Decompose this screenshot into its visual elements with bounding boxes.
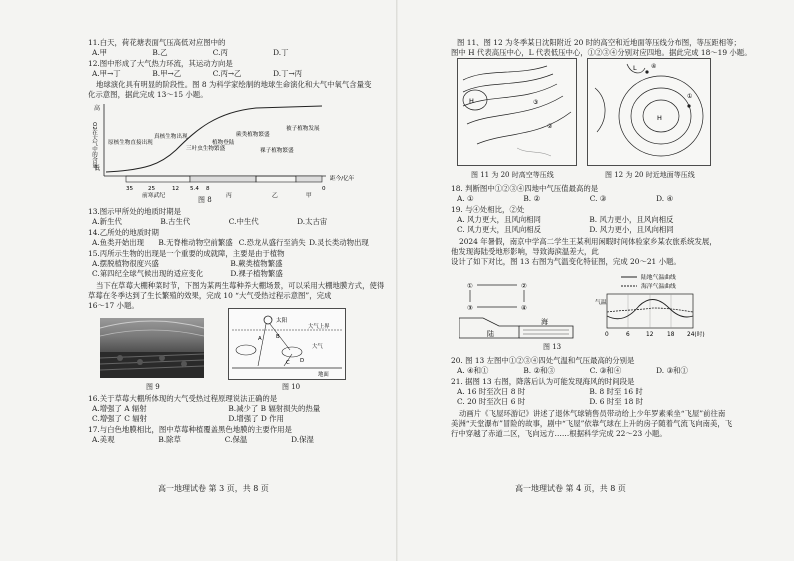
fig12-label-4: ④ <box>651 63 657 70</box>
intro-22-23-range: 行中穿越了赤道二区，飞向远方……根据科学完成 22～23 小题。 <box>451 429 667 438</box>
q18-options <box>457 194 696 203</box>
fig12-label-l: L <box>633 64 637 72</box>
q16-option-a[interactable]: A.增强了 A 辐射 <box>92 404 147 413</box>
fig13-label-2: ② <box>521 282 527 290</box>
q21-option-c[interactable]: C. 20 时至次日 6 时 <box>457 397 526 406</box>
fig8-tick-1: 35 <box>126 186 134 192</box>
q20-option-a[interactable]: A. ④和① <box>457 366 489 375</box>
figure-13-left-diagram <box>459 272 579 340</box>
q13-option-d[interactable]: D.太古宙 <box>297 217 328 226</box>
fig10-label-b: B <box>276 334 280 340</box>
q21-options-2 <box>457 397 643 406</box>
q21-option-d[interactable]: D. 6 时至 18 时 <box>589 397 644 406</box>
q21-option-b[interactable]: B. 8 时至 16 时 <box>589 387 643 396</box>
intro-18-19: 图 11、图 12 为冬季某日沈阳附近 20 时的高空和近地面等压线分布图，等压距相等； <box>457 38 741 47</box>
q11-stem: 11.白天，荷花塘表面气压高低对应图中的 <box>88 38 226 47</box>
q17-options <box>92 435 331 444</box>
q17-option-c[interactable]: C.保温 <box>224 435 248 444</box>
q13-option-c[interactable]: C.中生代 <box>228 217 259 226</box>
fig11-label-3: ③ <box>533 99 539 106</box>
q13-option-b[interactable]: B.古生代 <box>160 217 191 226</box>
fig10-label-sun: 太阳 <box>276 318 288 324</box>
fig13-label-sea: 海 <box>541 318 548 326</box>
q16-option-c[interactable]: C.增强了 C 辐射 <box>92 414 148 423</box>
q12-option-d[interactable]: D.丁→丙 <box>273 69 303 78</box>
q20-option-b[interactable]: B. ②和③ <box>523 366 555 375</box>
fig12-label-1: ① <box>687 93 693 100</box>
q14-option-d[interactable]: D.灵长类动物出现 <box>309 238 369 247</box>
fig8-x-unit: 距今/亿年 <box>330 176 355 182</box>
fig11-caption: 图 11 为 20 时高空等压线 <box>471 171 554 179</box>
right-page-footer: 高一地理试卷 第 4 页，共 8 页 <box>515 484 626 493</box>
q16-options-2 <box>92 414 284 423</box>
q12-options <box>92 69 313 78</box>
svg-text:低: 低 <box>94 165 101 172</box>
fig10-caption: 图 10 <box>282 383 301 391</box>
q11-option-c[interactable]: C.丙 <box>212 48 228 57</box>
right-exam-page <box>397 0 794 561</box>
fig8-era-3: 乙 <box>272 193 278 198</box>
intro-13-15: 地球演化具有明显的阶段性。图 8 为科学家绘制的地球生命演化和大气中氧气含量变 <box>96 80 372 89</box>
q11-option-b[interactable]: B.乙 <box>152 48 168 57</box>
q14-stem: 14.乙所处的地质时期 <box>88 228 159 237</box>
q17-stem: 17.与白色地膜相比，图中草莓种植覆盖黑色地膜的主要作用是 <box>88 425 292 434</box>
q20-option-d[interactable]: D. ③和① <box>656 366 688 375</box>
fig13-ylabel: 气温 <box>595 300 607 306</box>
intro-22-23-cont: 美洲“天堂瀑布”冒险的故事，剧中“飞屋”依靠气球在上升的房子随着气流飞向南美，飞 <box>451 419 733 428</box>
q19-option-b[interactable]: B. 风力更小，且风向相反 <box>589 215 674 224</box>
fig11-label-2: ② <box>547 123 553 130</box>
q18-option-c[interactable]: C. ③ <box>589 194 607 203</box>
fig13-caption: 图 13 <box>543 343 562 351</box>
q16-options-1 <box>92 404 320 413</box>
figure-8-chart <box>86 100 356 198</box>
fig13-label-3: ③ <box>467 304 473 312</box>
intro-20-21: 2024 年暑假，南京中学高二学生王某利用闲暇时间体验家乡某农旅系统发展， <box>459 237 717 246</box>
intro-16-17-range: 16～17 小题。 <box>88 301 139 310</box>
q20-option-c[interactable]: C. ③和④ <box>589 366 622 375</box>
q19-options-1 <box>457 215 673 224</box>
left-page-footer: 高一地理试卷 第 3 页，共 8 页 <box>158 484 269 493</box>
q19-stem: 19. 与④处相比，②处 <box>451 205 525 214</box>
fig10-label-c: C <box>286 360 290 366</box>
fig8-tick-5: 8 <box>206 186 210 192</box>
q15-options-2 <box>92 269 283 278</box>
fig8-stage-2: 真核生物出现 <box>154 134 188 140</box>
fig13-legend-land: 陆地气温曲线 <box>641 275 676 281</box>
q12-option-c[interactable]: C.丙→乙 <box>212 69 242 78</box>
q11-options <box>92 48 313 57</box>
fig8-y-axis-label: 高 <box>94 105 101 112</box>
q17-option-a[interactable]: A.美观 <box>92 435 115 444</box>
q16-option-d[interactable]: D.增强了 D 作用 <box>228 414 284 423</box>
fig8-caption: 图 8 <box>198 196 212 204</box>
fig8-stage-4: 植物登陆 <box>212 140 235 146</box>
fig9-greenhouse-photo <box>100 318 204 378</box>
q21-option-a[interactable]: A. 16 时至次日 8 时 <box>457 387 526 396</box>
fig13-legend-sea: 海洋气温曲线 <box>641 284 676 290</box>
fig8-stage-7: 被子植物发展 <box>286 126 320 132</box>
fig10-label-air: 大气 <box>312 344 323 350</box>
q21-stem: 21. 据图 13 右图，降落后认为可能发现海风的时间段是 <box>451 377 635 386</box>
q21-options-1 <box>457 387 643 396</box>
q19-option-c[interactable]: C. 风力更大，且风向相反 <box>457 225 541 234</box>
q15-option-b[interactable]: B.蕨类植物繁盛 <box>230 259 283 268</box>
q15-stem: 15.丙所示生物的出现是一个重要的成就障，主要是由于植物 <box>88 249 285 258</box>
q12-option-b[interactable]: B.甲→乙 <box>152 69 182 78</box>
q13-options <box>92 217 347 226</box>
fig8-stage-3: 三叶虫生物繁盛 <box>186 146 226 152</box>
figure-12-map <box>587 58 711 166</box>
q20-options <box>457 366 696 375</box>
q15-options-1 <box>92 259 282 268</box>
fig9-caption: 图 9 <box>146 383 160 391</box>
fig13-label-4: ④ <box>521 304 527 312</box>
intro-20-21-cont: 他发现海陆受地形影响，导致海滨温差大，此 <box>451 247 599 256</box>
fig8-tick-3: 12 <box>172 186 180 192</box>
q14-options <box>92 238 369 247</box>
fig13-xtick-0: 0 <box>605 332 609 338</box>
q17-option-b[interactable]: B.除草 <box>158 435 181 444</box>
q19-options-2 <box>457 225 674 234</box>
fig13-label-1: ① <box>467 282 473 290</box>
q13-stem: 13.图示甲所处的地质时期是 <box>88 207 182 216</box>
q14-option-c[interactable]: C.恐龙从盛行至消失 <box>238 238 306 247</box>
fig8-tick-4: 5.4 <box>190 186 199 192</box>
fig8-stage-6: 裸子植物繁盛 <box>260 148 294 154</box>
svg-text:O2在大气中的含量: O2在大气中的含量 <box>91 122 97 169</box>
fig10-label-a: A <box>258 336 262 342</box>
fig13-xtick-12: 12 <box>646 332 654 338</box>
q18-option-a[interactable]: A. ① <box>457 194 474 203</box>
q12-stem: 12.图中形成了大气热力环流，其运动方向是 <box>88 59 233 68</box>
q18-option-b[interactable]: B. ② <box>523 194 541 203</box>
fig8-tick-2: 25 <box>148 186 156 192</box>
figure-13-right-chart <box>593 272 717 344</box>
q14-option-a[interactable]: A.鱼类开始出现 <box>92 238 145 247</box>
fig12-label-h: H <box>657 114 662 122</box>
q20-stem: 20. 图 13 左图中①②③④四处气温和气压最高的分别是 <box>451 356 635 365</box>
fig12-caption: 图 12 为 20 时近地面等压线 <box>605 171 695 179</box>
q19-option-d[interactable]: D. 风力更小，且风向相同 <box>589 225 674 234</box>
q14-option-b[interactable]: B.无脊椎动物空前繁盛 <box>158 238 233 247</box>
fig13-xtick-6: 6 <box>626 332 630 338</box>
fig8-stage-5: 蕨类植物繁盛 <box>236 132 270 138</box>
q11-option-a[interactable]: A.甲 <box>92 48 108 57</box>
q15-option-d[interactable]: D.裸子植物繁盛 <box>230 269 283 278</box>
fig8-era-2: 丙 <box>226 193 232 198</box>
q13-option-a[interactable]: A.新生代 <box>92 217 122 226</box>
fig10-label-toa: 大气上界 <box>308 324 330 330</box>
fig13-label-land: 陆 <box>487 330 494 338</box>
fig8-era-1: 前寒武纪 <box>142 193 166 198</box>
intro-20-21-range: 设计了如下对比，图 13 右图为气温变化特征图，完成 20～21 小题。 <box>451 257 681 266</box>
q19-option-a[interactable]: A. 风力更大，且风向相同 <box>457 215 541 224</box>
figure-10-diagram <box>228 308 346 380</box>
fig10-label-d: D <box>300 358 305 364</box>
intro-22-23: 动画片《飞屋环游记》讲述了退休气球销售员带动给上少年罗素乘坐“飞屋”前往南 <box>459 409 726 418</box>
q15-option-c[interactable]: C.第四纪全球气候出现的适应变化 <box>92 269 204 278</box>
fig8-era-4: 甲 <box>306 193 312 198</box>
fig10-label-ground: 地面 <box>318 372 329 378</box>
fig13-xtick-18: 18 <box>667 332 675 338</box>
q17-option-d[interactable]: D.保湿 <box>291 435 314 444</box>
q16-option-b[interactable]: B.减少了 B 辐射损失的热量 <box>228 404 321 413</box>
fig8-stage-1: 原核生物直接出现 <box>108 140 153 146</box>
fig11-label-h: H <box>469 97 474 105</box>
fig13-xtick-24: 24(时) <box>687 332 705 338</box>
intro-13-15-cont: 化示意图，据此完成 13～15 小题。 <box>88 90 208 99</box>
intro-16-17-cont: 草莓在冬季达到了生长繁殖的效果，完成 10 “大气受热过程示意图”，完成 <box>88 291 332 300</box>
q18-stem: 18. 判断图中①②③④四地中气压值最高的是 <box>451 184 599 193</box>
q11-option-d[interactable]: D.丁 <box>273 48 289 57</box>
q15-option-a[interactable]: A.摆脱植物很度兴盛 <box>92 259 159 268</box>
intro-16-17: 当下在草莓大棚种菜时节，下图为某两生莓种养大棚场景，可以采用大棚地膜方式，使得 <box>96 281 385 290</box>
intro-18-19-cont: 图中 H 代表高压中心，L 代表低压中心，①②③④分别对应四地。据此完成 18～19 小题。 <box>451 48 752 57</box>
q12-option-a[interactable]: A.甲→丁 <box>92 69 121 78</box>
fig8-tick-9: 0 <box>322 186 326 192</box>
q16-stem: 16.关于草莓大棚所体现的大气受热过程原理说法正确的是 <box>88 394 278 403</box>
q18-option-d[interactable]: D. ④ <box>656 194 674 203</box>
figure-11-map <box>457 58 577 166</box>
greenhouse-rows-graphic <box>100 318 204 378</box>
